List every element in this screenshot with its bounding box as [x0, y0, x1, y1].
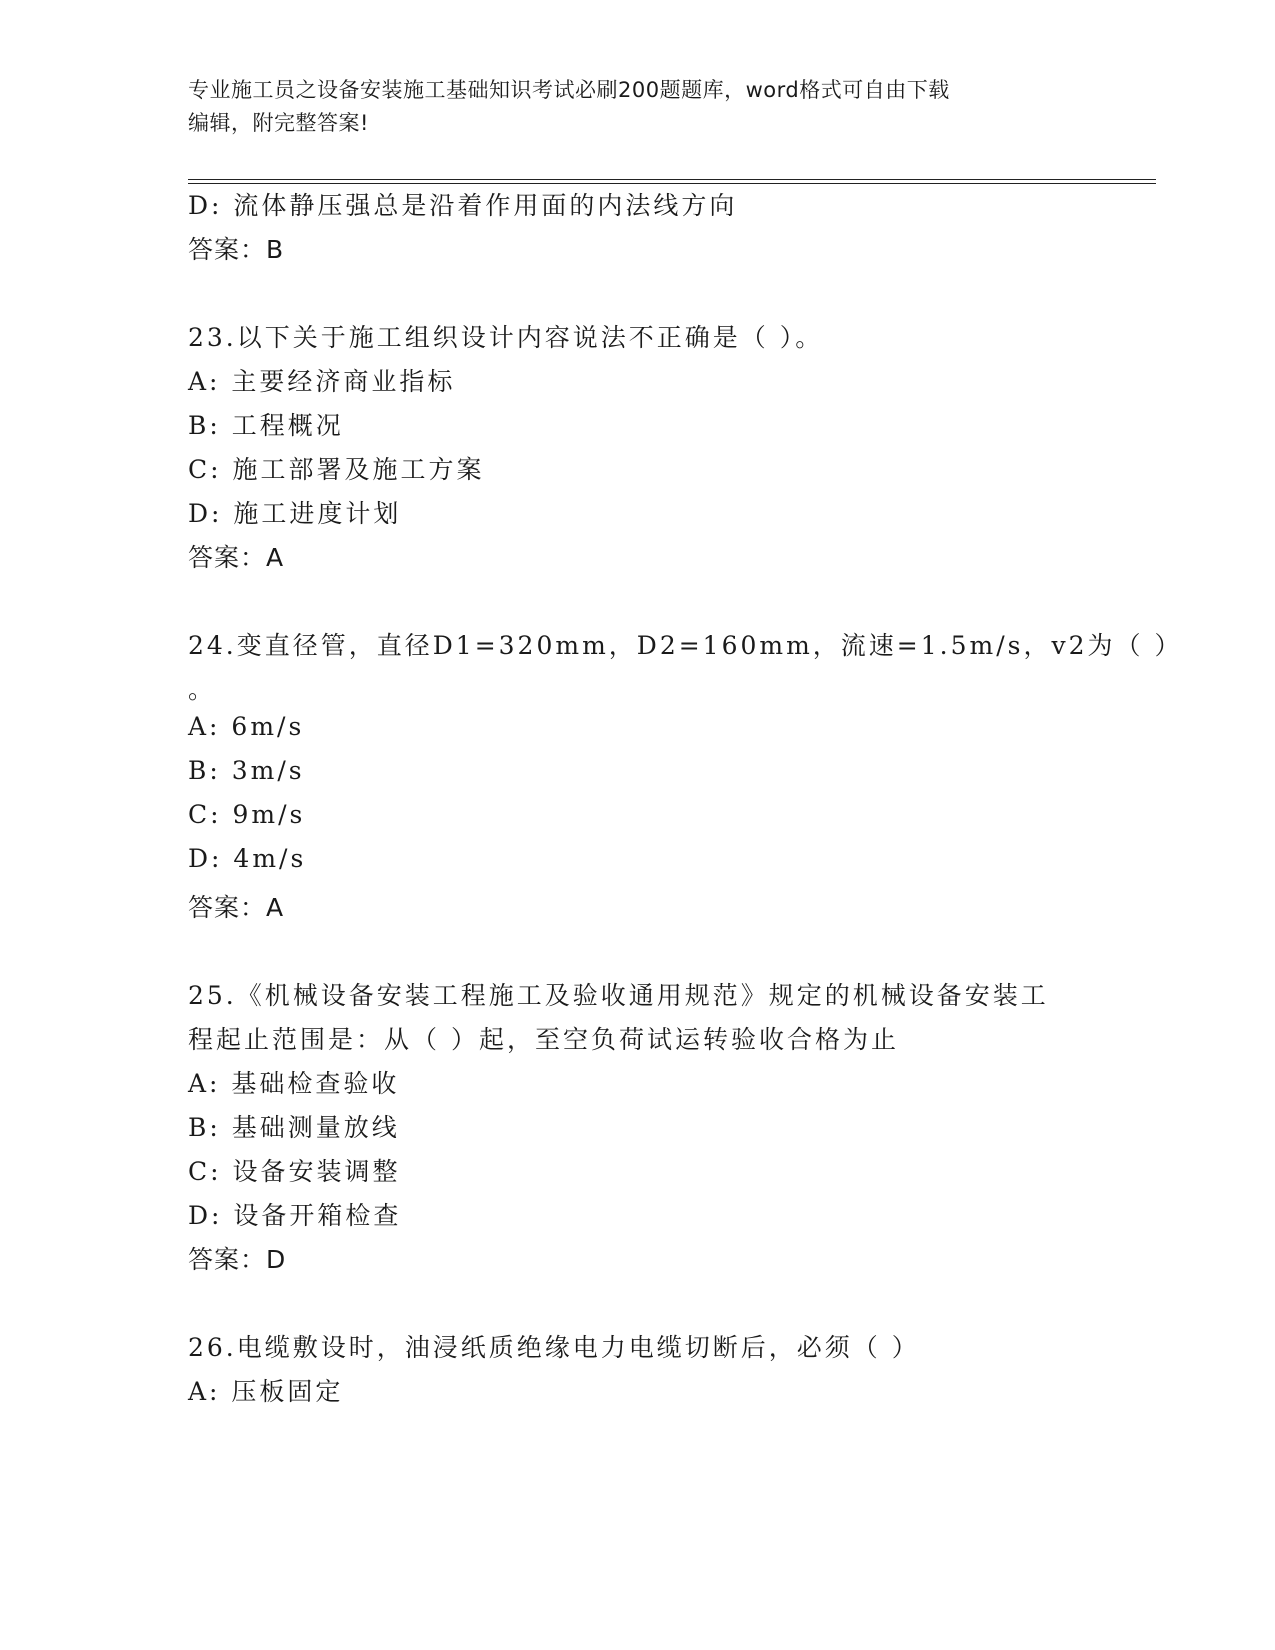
q25-stem-line1: 25.《机械设备安装工程施工及验收通用规范》规定的机械设备安装工 [188, 981, 1049, 1010]
q22-answer: 答案：B [188, 235, 285, 264]
q24-stem-line1: 24.变直径管，直径D1=320mm，D2=160mm，流速=1.5m/s，v2为（ ） [188, 631, 1183, 660]
q24-stem-line2: 。 [188, 675, 217, 704]
header-title-line1: 专业施工员之设备安装施工基础知识考试必刷200题题库，word格式可自由下载 [188, 78, 950, 102]
q25-option-c: C: 设备安装调整 [188, 1157, 401, 1186]
q26-option-a: A: 压板固定 [188, 1377, 344, 1406]
q25-stem-line2: 程起止范围是：从（ ）起，至空负荷试运转验收合格为止 [188, 1025, 899, 1054]
q25-option-b: B: 基础测量放线 [188, 1113, 400, 1142]
q24-option-d: D: 4m/s [188, 844, 307, 873]
header-divider-bottom [188, 183, 1156, 184]
document-header [188, 74, 1078, 140]
q24-answer: 答案：A [188, 893, 285, 922]
q24-option-c: C: 9m/s [188, 800, 306, 829]
q25-option-d: D: 设备开箱检查 [188, 1201, 402, 1230]
header-divider-top [188, 179, 1156, 180]
q24-option-b: B: 3m/s [188, 756, 305, 785]
q22-option-d: D: 流体静压强总是沿着作用面的内法线方向 [188, 191, 738, 220]
q25-option-a: A: 基础检查验收 [188, 1069, 400, 1098]
q25-answer: 答案：D [188, 1245, 287, 1274]
q23-stem: 23.以下关于施工组织设计内容说法不正确是（ ）。 [188, 323, 824, 352]
q24-option-a: A: 6m/s [188, 712, 305, 741]
q23-option-a: A: 主要经济商业指标 [188, 367, 456, 396]
q23-answer: 答案：A [188, 543, 285, 572]
q23-option-d: D: 施工进度计划 [188, 499, 402, 528]
header-title-line2: 编辑，附完整答案! [188, 111, 369, 135]
q23-option-b: B: 工程概况 [188, 411, 344, 440]
q23-option-c: C: 施工部署及施工方案 [188, 455, 485, 484]
q26-stem: 26.电缆敷设时，油浸纸质绝缘电力电缆切断后，必须（ ） [188, 1333, 920, 1362]
